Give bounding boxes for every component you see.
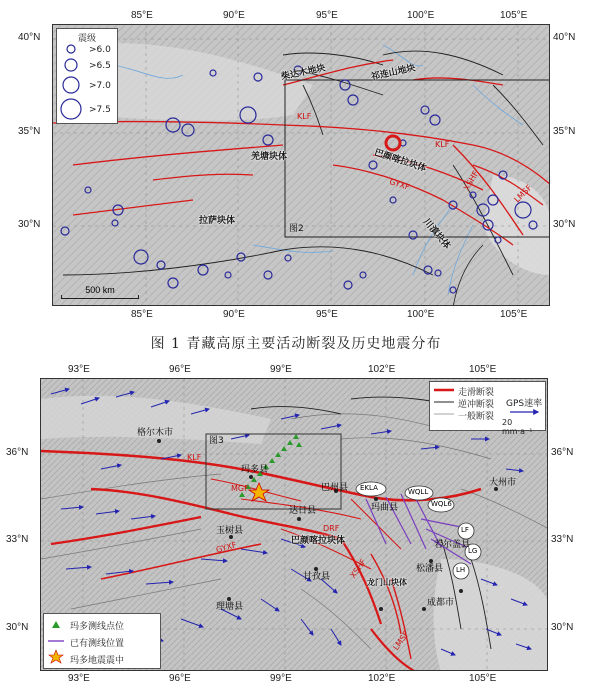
city-ganzi: 甘孜县 [303, 572, 331, 582]
scale-bar-label: 500 km [85, 285, 115, 295]
fig1-lon-tick-105-bottom: 105°E [500, 309, 528, 320]
legend-item-7-0: >7.0 [89, 81, 111, 91]
city-maqu: 玛曲县 [371, 503, 399, 513]
fig1-lon-tick-100-bottom: 100°E [407, 309, 435, 320]
figure2-legend-symbols [43, 613, 161, 669]
fig2-lon-tick-96-bottom: 96°E [169, 673, 191, 684]
fault-label-klf-east: KLF [435, 140, 450, 149]
city-golmud: 格尔木市 [137, 428, 174, 438]
fault-label-xshf: XSHF [461, 169, 481, 193]
fig2-lon-tick-93-bottom: 93°E [68, 673, 90, 684]
fig2-lon-tick-93: 93°E [68, 364, 90, 375]
fig1-lon-tick-90-bottom: 90°E [223, 309, 245, 320]
fig2-lon-tick-105-bottom: 105°E [469, 673, 497, 684]
legend-thrust: 逆冲断裂 [458, 400, 495, 410]
fig1-lat-tick-30: 30°N [18, 219, 41, 230]
legend-gps-scale: 20 mm·a⁻¹ [502, 418, 533, 436]
fig2-lon-tick-96: 96°E [169, 364, 191, 375]
fault-label-drf: DRF [323, 524, 340, 533]
fault-label-klf-fig2: KLF [187, 453, 202, 462]
fig1-lon-tick-85: 85°E [131, 10, 153, 21]
survey-circle-lg: LG [468, 547, 478, 555]
fig2-lat-tick-33: 33°N [6, 534, 29, 545]
fault-label-gyxf-fig2: GYXF [215, 540, 238, 555]
fig1-lon-tick-95: 95°E [316, 10, 338, 21]
legend-title: 震级 [77, 34, 96, 44]
fault-label-lmsf-fig2: LMSF [391, 629, 411, 652]
fig2-lat-tick-36: 36°N [6, 447, 29, 458]
legend-survey-points: 玛多测线点位 [70, 622, 125, 632]
survey-circle-lh: LH [456, 566, 466, 574]
city-bazhou: 巴州县 [321, 483, 349, 493]
city-dazhou: 大州市 [489, 478, 517, 488]
scale-bar [61, 285, 139, 299]
fault-label-gyxf: GYXF [388, 177, 411, 193]
fig1-lat-tick-30-right: 30°N [553, 219, 576, 230]
legend-symbol-7-0 [63, 77, 79, 93]
block-label-chuandian: 川滇块体 [420, 217, 452, 252]
figure1-caption: 图 1 青藏高原主要活动断裂及历史地震分布 [150, 336, 442, 352]
legend-item-7-5: >7.5 [89, 105, 111, 115]
city-zoige: 若尔盖县 [434, 540, 471, 550]
inset-label-fig3: 图3 [209, 436, 224, 446]
fig1-lat-tick-40-right: 40°N [553, 32, 576, 43]
fig1-lat-tick-35-right: 35°N [553, 126, 576, 137]
fig2-lat-tick-33-right: 33°N [551, 534, 574, 545]
city-songpan: 松潘县 [416, 564, 444, 574]
legend-item-6-0: >6.0 [89, 45, 111, 55]
fault-label-klf-west: KLF [297, 112, 312, 121]
legend-existing-lines: 已有测线位置 [70, 639, 125, 649]
fig2-lon-tick-105: 105°E [469, 364, 497, 375]
legend-item-6-5: >6.5 [89, 61, 111, 71]
block-label-bayanhar-fig2: 巴颜喀拉块体 [291, 536, 346, 546]
fig2-lat-tick-30-right: 30°N [551, 622, 574, 633]
block-label-qiangtang: 羌塘块体 [251, 152, 288, 162]
fig1-lon-tick-105: 105°E [500, 10, 528, 21]
fig1-lon-tick-100: 100°E [407, 10, 435, 21]
legend-epicenter: 玛多地震震中 [70, 656, 125, 666]
block-label-bayanhar: 巴颜喀拉块体 [372, 147, 428, 175]
survey-circle-lf: LF [461, 526, 469, 534]
city-chengdu: 成都市 [427, 598, 455, 608]
city-litang: 理塘县 [216, 602, 244, 612]
figure2-map [40, 378, 548, 671]
city-yushu: 玉树县 [216, 526, 244, 536]
legend-symbol-6-5 [65, 59, 77, 71]
block-label-lhasa: 拉萨块体 [199, 216, 236, 226]
survey-circle-ekla: EKLA [360, 484, 378, 492]
inset-label-fig2: 图2 [289, 224, 304, 234]
block-label-longmenshan: 龙门山块体 [367, 578, 407, 587]
legend-symbol-7-5 [61, 99, 81, 119]
fig1-lat-tick-40: 40°N [18, 32, 41, 43]
fig2-lon-tick-99: 99°E [270, 364, 292, 375]
legend-strike-slip: 走滑断裂 [458, 388, 495, 398]
figure1-legend [56, 28, 118, 124]
city-madoi: 玛多县 [241, 465, 269, 475]
fig1-lat-tick-35: 35°N [18, 126, 41, 137]
fig2-lon-tick-102-bottom: 102°E [368, 673, 396, 684]
fault-label-xshf-fig2: XSHF [348, 557, 368, 580]
legend-gps-title: GPS速率 [506, 399, 543, 409]
fig1-lon-tick-85-bottom: 85°E [131, 309, 153, 320]
legend-general: 一般断裂 [458, 412, 495, 422]
fig2-lon-tick-99-bottom: 99°E [270, 673, 292, 684]
figure1-map [52, 24, 550, 306]
fig1-lon-tick-90: 90°E [223, 10, 245, 21]
survey-circle-wqll: WQLL [408, 488, 429, 496]
fig1-lon-tick-95-bottom: 95°E [316, 309, 338, 320]
fig2-lat-tick-30: 30°N [6, 622, 29, 633]
block-label-qaidam: 柴达木地块 [280, 63, 327, 83]
fault-label-lmsf: LMSF [512, 183, 534, 205]
survey-circle-wql6: WQL6 [431, 500, 452, 508]
fig2-lat-tick-36-right: 36°N [551, 447, 574, 458]
fault-label-mgf: MGF [231, 484, 249, 493]
city-dari: 达日县 [289, 506, 317, 516]
figure2-legend-faults [429, 381, 546, 436]
block-label-qilian: 祁连山地块 [370, 63, 417, 83]
legend-symbol-6-0 [67, 45, 75, 53]
fig2-lon-tick-102: 102°E [368, 364, 396, 375]
